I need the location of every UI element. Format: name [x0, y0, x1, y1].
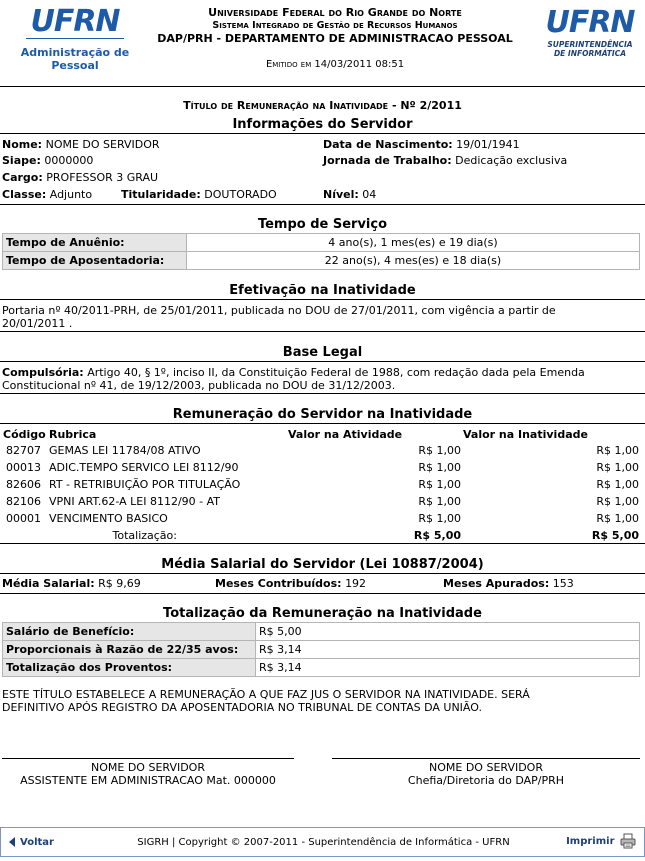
totalizacao-table: [2, 622, 640, 677]
system-name: Sistema Integrado de Gestão de Recursos Humanos: [212, 20, 458, 31]
copyright-text: SIGRH | Copyright © 2007-2011 - Superintendência de Informática - UFRN: [137, 837, 510, 848]
col-inatividade: Valor na Inatividade: [463, 427, 588, 441]
tempo-table: [2, 233, 640, 270]
table-row: 00013 ADIC.TEMPO SERVICO LEI 8112/90 R$ 1,00 R$ 1,00: [6, 461, 639, 474]
table-row: 82106 VPNI ART.62-A LEI 8112/90 - AT R$ 1,00 R$ 1,00: [6, 495, 639, 508]
table-row: [3, 234, 640, 252]
field-nivel: Nível: 04: [323, 188, 377, 201]
ufrn-logo-text: UFRN: [30, 4, 120, 39]
total-inatividade: R$ 5,00: [591, 529, 639, 542]
section-divider: [0, 331, 645, 332]
section-divider: [0, 543, 645, 544]
efetivacao-text: Portaria nº 40/2011-PRH, de 25/01/2011, publicada no DOU de 27/01/2011, com vigência a partir de 20/01/2011 .: [2, 304, 556, 330]
section-title-totalizacao: Totalização da Remuneração na Inatividade: [163, 606, 482, 621]
emission-date: Emitido em 14/03/2011 08:51: [265, 59, 405, 70]
signature-servidor: NOME DO SERVIDOR ASSISTENTE EM ADMINISTRACAO Mat. 000000: [20, 761, 276, 787]
department-name: DAP/PRH - DEPARTAMENTO DE ADMINISTRACAO PESSOAL: [157, 32, 513, 45]
header-titles: [140, 6, 530, 71]
signature-chefia: NOME DO SERVIDOR Chefia/Diretoria do DAP/PRH: [407, 761, 565, 787]
col-rubrica: Rubrica: [49, 427, 97, 441]
table-total-row: [2, 527, 640, 544]
section-divider: [0, 573, 645, 574]
print-button[interactable]: Imprimir: [566, 833, 636, 849]
table-row: Totalização dos Proventos: R$ 3,14: [3, 659, 640, 677]
section-divider: [0, 393, 645, 394]
field-titularidade: Titularidade: DOUTORADO: [121, 188, 277, 201]
col-codigo: Código: [3, 427, 46, 441]
table-row: 00001 VENCIMENTO BASICO R$ 1,00 R$ 1,00: [6, 512, 639, 525]
sinfo-logo: [545, 6, 635, 58]
section-divider: [0, 423, 645, 424]
section-title-servidor: Informações do Servidor: [232, 117, 413, 132]
section-divider: [0, 133, 645, 134]
field-jornada: Jornada de Trabalho: Dedicação exclusiva: [323, 154, 568, 167]
total-atividade: R$ 5,00: [413, 529, 461, 542]
signature-line: [2, 758, 294, 759]
field-siape: Siape: 0000000: [2, 154, 94, 167]
table-row: Proporcionais à Razão de 22/35 avos: R$ 3,14: [3, 641, 640, 659]
university-name: Universidade Federal do Rio Grande do Norte: [208, 6, 462, 19]
footer-bar: [0, 827, 645, 857]
section-title-media: Média Salarial do Servidor (Lei 10887/2004): [161, 557, 484, 572]
signature-line: [332, 758, 640, 759]
document-title: Título de Remuneração na Inatividade - Nº 2/2011: [183, 99, 462, 112]
field-meses-contribuidos: Meses Contribuídos: 192: [215, 577, 367, 590]
section-title-base-legal: Base Legal: [282, 345, 363, 360]
field-media-salarial: Média Salarial: R$ 9,69: [2, 577, 141, 590]
col-atividade: Valor na Atividade: [288, 427, 403, 441]
remuneracao-table: [2, 426, 640, 544]
table-header-row: [2, 426, 640, 442]
total-label: Totalização:: [112, 529, 177, 542]
section-divider: [0, 593, 645, 594]
section-title-efetivacao: Efetivação na Inatividade: [229, 283, 416, 298]
table-row: [3, 252, 640, 270]
section-title-tempo: Tempo de Serviço: [257, 217, 388, 232]
base-legal-text: Compulsória: Artigo 40, § 1º, inciso II, da Constituição Federal de 1988, com redação dada pela Emenda Constitucional nº 41, de 19/12/2003, publicada no DOU de 31/12/2003.: [2, 366, 585, 392]
section-title-remuneracao: Remuneração do Servidor na Inatividade: [172, 407, 473, 422]
printer-icon: [620, 833, 636, 849]
back-button[interactable]: Voltar: [9, 837, 54, 848]
section-divider: [0, 299, 645, 300]
field-nome: Nome: NOME DO SERVIDOR: [2, 138, 160, 151]
chevron-left-icon: [9, 837, 15, 847]
field-nascimento: Data de Nascimento: 19/01/1941: [323, 138, 520, 151]
field-cargo: Cargo: PROFESSOR 3 GRAU: [2, 171, 159, 184]
tempo-label: Tempo de Aposentadoria:: [3, 252, 187, 270]
section-divider: [0, 361, 645, 362]
table-row: Salário de Benefício: R$ 5,00: [3, 623, 640, 641]
field-meses-apurados: Meses Apurados: 153: [443, 577, 574, 590]
field-classe: Classe: Adjunto: [2, 188, 93, 201]
header-divider: [0, 86, 645, 87]
table-row: 82707 GEMAS LEI 11784/08 ATIVO R$ 1,00 R$ 1,00: [6, 444, 639, 457]
tempo-value: 4 ano(s), 1 mes(es) e 19 dia(s): [187, 234, 640, 252]
report-header: [0, 0, 645, 86]
tempo-label: Tempo de Anuênio:: [3, 234, 187, 252]
ufrn-logo: [20, 6, 130, 72]
statement-text: ESTE TÍTULO ESTABELECE A REMUNERAÇÃO A QUE FAZ JUS O SERVIDOR NA INATIVIDADE. SERÁ DEFINITIVO APÓS REGISTRO DA APOSENTADORIA NO TRIBUNAL DE CONTAS DA UNIÃO.: [2, 688, 530, 714]
sinfo-logo-text: UFRN: [545, 5, 635, 40]
table-row: 82606 RT - RETRIBUIÇÃO POR TITULAÇÃO R$ 1,00 R$ 1,00: [6, 478, 639, 491]
logo-caption: Administração de Pessoal: [20, 46, 130, 72]
tempo-value: 22 ano(s), 4 mes(es) e 18 dia(s): [187, 252, 640, 270]
sinfo-caption: SUPERINTENDÊNCIA DE INFORMÁTICA: [547, 40, 633, 58]
section-divider: [0, 204, 645, 205]
